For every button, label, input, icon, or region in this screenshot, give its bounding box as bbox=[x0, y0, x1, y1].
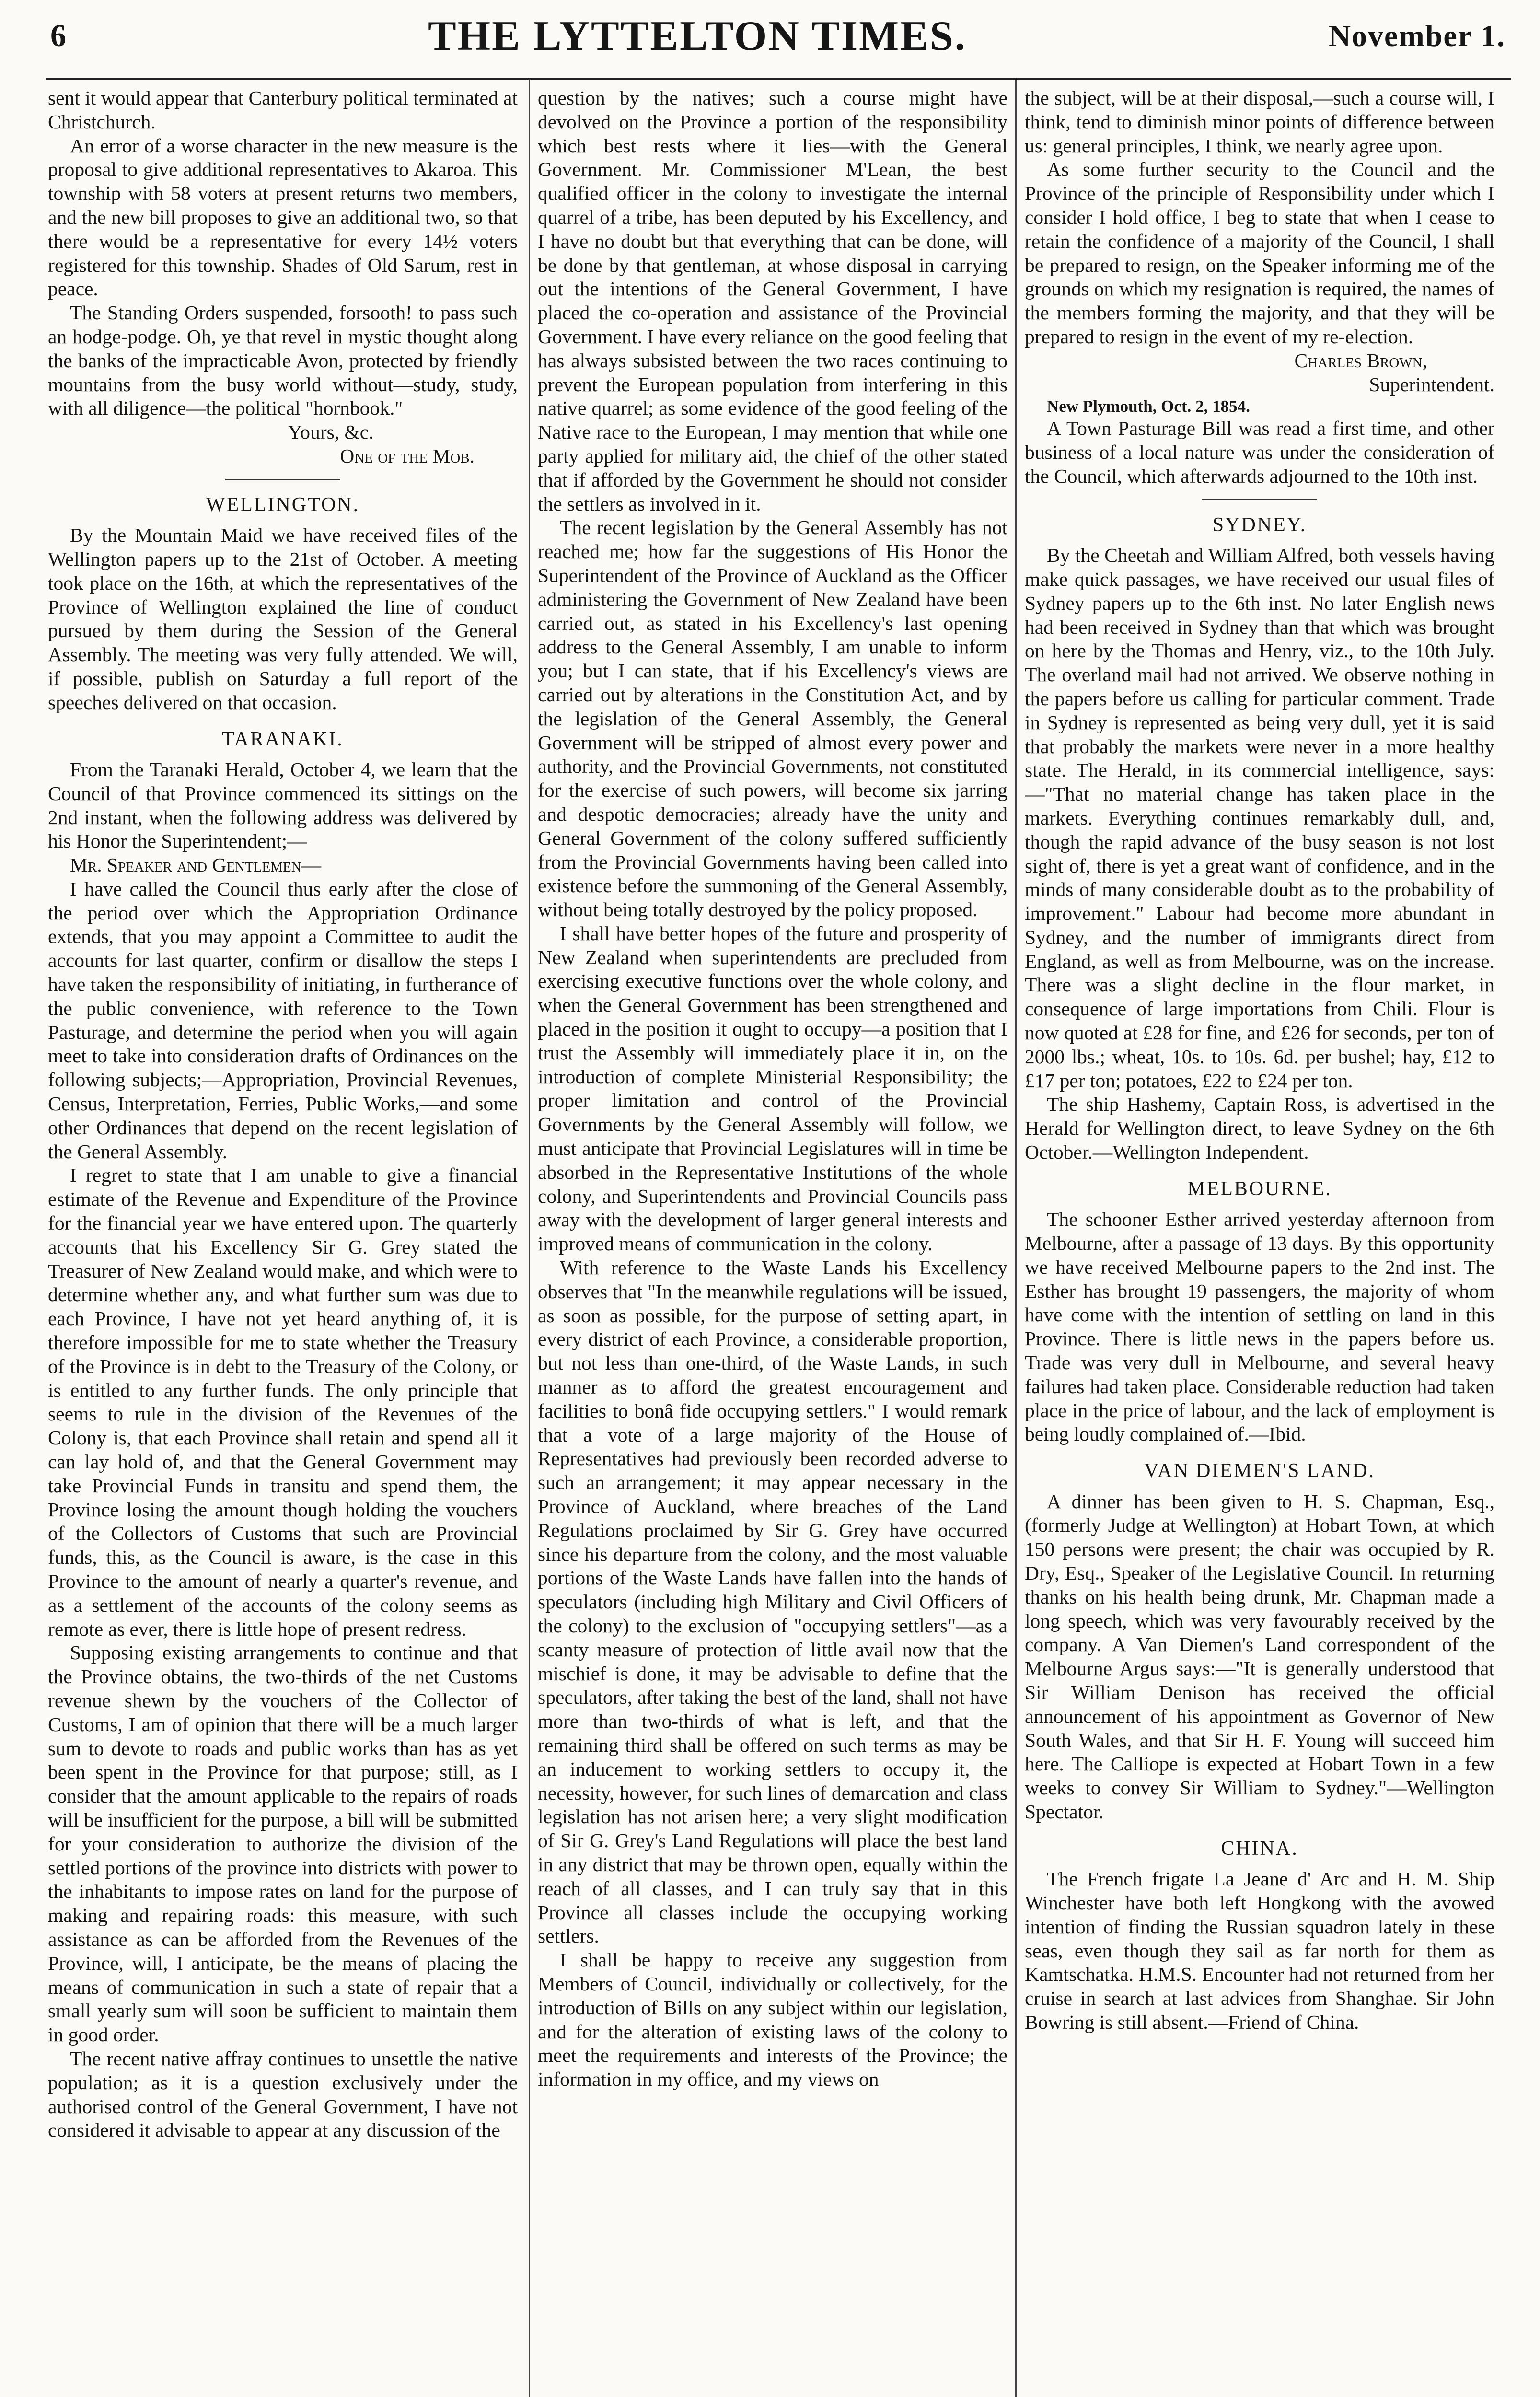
paragraph: the subject, will be at their disposal,—such a course will, I think, tend to diminish minor points of difference between us: general principles, I think, we nearly agree upon. bbox=[1025, 87, 1494, 157]
paragraph: An error of a worse character in the new measure is the proposal to give additional representatives to Akaroa. This township with 58 voters at present returns two members, and the new bill proposes to give an additional two, so that there would be a representative for every 14½ voters registered for this township. Shades of Old Sarum, rest in peace. bbox=[48, 134, 518, 300]
section-separator bbox=[1202, 499, 1317, 500]
paragraph: The recent native affray continues to unsettle the native population; as it is a question exclusively under the authorised control of the General Government, I have not considered it advisable to appear at any discussion of the bbox=[48, 2047, 518, 2141]
page-number: 6 bbox=[50, 18, 66, 53]
address-salutation: Mr. Speaker and Gentlemen— bbox=[70, 854, 322, 876]
column-divider bbox=[529, 80, 530, 2397]
paragraph: A Town Pasturage Bill was read a first time, and other business of a local nature was under the consideration of the Council, which afterwards adjourned to the 10th inst. bbox=[1025, 417, 1494, 487]
paragraph: As some further security to the Council and the Province of the principle of Responsibility under which I consider I hold office, I beg to state that when I cease to retain the confidence of a majority of the Council, I shall be prepared to resign, on the Speaker informing me of the grounds on which my resignation is required, the names of the members forming the majority, and that they will be prepared to resign in the event of my re-election. bbox=[1025, 158, 1494, 348]
signature-name: Charles Brown, bbox=[1294, 349, 1427, 372]
paragraph: sent it would appear that Canterbury political terminated at Christchurch. bbox=[48, 87, 518, 133]
paragraph: The ship Hashemy, Captain Ross, is advertised in the Herald for Wellington direct, to leave Sydney on the 6th October.—Wellington Independent. bbox=[1025, 1093, 1494, 1164]
section-heading-taranaki: TARANAKI. bbox=[222, 728, 344, 750]
column-2 bbox=[538, 86, 1007, 2397]
letter-closing: Yours, &c. bbox=[288, 421, 374, 443]
paragraph: I regret to state that I am unable to give a financial estimate of the Revenue and Expenditure of the Province for the financial year we have entered upon. The quarterly accounts that his Excellency Sir G. Grey stated the Treasurer of New Zealand would make, and which were to determine whether any, and what further sum was due to each Province, I have not yet heard anything of, it is therefore impossible for me to state whether the Treasury of the Province is in debt to the Treasury of the Colony, or is entitled to any further funds. The only principle that seems to rule in the division of the Revenues of the Colony is, that each Province shall retain and spend all it can lay hold of, and that the General Government may take Provincial Funds in transitu and spend them, the Province losing the amount though holding the vouchers of the Collectors of Customs that such are Provincial funds, this, as the Council is aware, is the case in this Province to the amount of nearly a quarter's revenue, and as a settlement of the accounts of the colony seems as remote as ever, there is little hope of present redress. bbox=[48, 1164, 518, 1640]
column-divider bbox=[1015, 80, 1017, 2397]
masthead-title: THE LYTTELTON TIMES. bbox=[428, 12, 967, 59]
paragraph: A dinner has been given to H. S. Chapman, Esq., (formerly Judge at Wellington) at Hobart Town, at which 150 persons were present; the chair was occupied by R. Dry, Esq., Speaker of the Legislative Council. In returning thanks on his health being drunk, Mr. Chapman made a long speech, which was very favourably received by the company. A Van Diemen's Land correspondent of the Melbourne Argus says:—"It is generally understood that Sir William Denison has received the official announcement of his appointment as Governor of New South Wales, and that Sir H. F. Young will succeed him here. The Calliope is expected at Hobart Town in a few weeks to convey Sir William to Sydney."—Wellington Spectator. bbox=[1025, 1490, 1494, 1823]
paragraph: The French frigate La Jeane d' Arc and H. M. Ship Winchester have both left Hongkong with the avowed intention of finding the Russian squadron lately in these seas, even though they sail as far north for them as Kamtschatka. H.M.S. Encounter had not returned from her cruise in search at last advices from Shanghae. Sir John Bowring is still absent.—Friend of China. bbox=[1025, 1868, 1494, 2033]
section-heading-wellington: WELLINGTON. bbox=[206, 493, 360, 516]
paragraph: With reference to the Waste Lands his Excellency observes that "In the meanwhile regulations will be issued, as soon as possible, for the purpose of setting apart, in every district of each Province, a considerable proportion, but not less than one-third, of the Waste Lands, in such manner as to afford the greatest encouragement and facilities to bonâ fide occupying settlers." I would remark that a vote of a large majority of the House of Representatives had previously been recorded adverse to such an arrangement; it may appear necessary in the Province of Auckland, where breaches of the Land Regulations proclaimed by Sir G. Grey have occurred since his departure from the colony, and the most valuable portions of the Waste Lands have fallen into the hands of speculators (including high Military and Civil Officers of the colony) to the exclusion of "occupying settlers"—as a scanty measure of protection of little avail now that the mischief is done, it may be advisable to define that the speculators, after taking the best of the land, shall not have more than two-thirds of what is left, and that the remaining third shall be offered on such terms as may be an inducement to working settlers to occupy it, the necessity, however, for such lines of demarcation and class legislation has not arisen here; a very slight modification of Sir G. Grey's Land Regulations will place the best land in any district that may be thrown open, equally within the reach of all classes, and I can truly say that in this Province all classes include the occupying working settlers. bbox=[538, 1257, 1007, 1947]
paragraph: By the Mountain Maid we have received files of the Wellington papers up to the 21st of October. A meeting took place on the 16th, at which the representatives of the Province of Wellington explained the line of conduct pursued by them during the Session of the General Assembly. The meeting was very fully attended. We will, if possible, publish on Saturday a full report of the speeches delivered on that occasion. bbox=[48, 524, 518, 713]
paragraph: I shall have better hopes of the future and prosperity of New Zealand when superintendents are precluded from exercising executive functions over the whole colony, and when the General Government has been strengthened and placed in the position it ought to occupy—a position that I trust the Assembly will immediately place it in, on the introduction of complete Ministerial Responsibility; the proper limitation and control of the Provincial Governments by the General Assembly will follow, we must anticipate that Provincial Legislatures will in time be absorbed in the Representative Institutions of the whole colony, and Superintendents and Provincial Councils pass away with the development of larger general interests and improved means of communication in the colony. bbox=[538, 922, 1007, 1255]
paragraph: I shall be happy to receive any suggestion from Members of Council, individually or collectively, for the introduction of Bills on any subject within our legislation, and for the alteration of existing laws of the colony to meet the requirements and interests of the Province; the information in my office, and my views on bbox=[538, 1949, 1007, 2091]
section-heading-sydney: SYDNEY. bbox=[1212, 513, 1307, 536]
paragraph: I have called the Council thus early after the close of the period over which the Appropriation Ordinance extends, that you may appoint a Committee to audit the accounts for last quarter, confirm or disallow the steps I have taken the responsibility of initiating, in furtherance of the public convenience, with reference to the Town Pasturage, and determine the period when you will again meet to take into consideration drafts of Ordinances on the following subjects;—Appropriation, Provincial Revenues, Census, Interpretation, Ferries, Public Works,—and some other Ordinances that depend on the recent legislation of the General Assembly. bbox=[48, 877, 518, 1163]
paragraph: Supposing existing arrangements to continue and that the Province obtains, the two-thirds of the net Customs revenue shewn by the vouchers of the Collector of Customs, I am of opinion that there will be a much larger sum to devote to roads and public works than has as yet been spent in the Province for that purpose; still, as I consider that the amount applicable to the repairs of roads will be insufficient for the purpose, a bill will be submitted for your consideration to authorize the division of the settled portions of the province into districts with power to the inhabitants to impose rates on land for the purpose of making and repairing roads: this measure, with such assistance as can be afforded from the Revenues of the Province, will, I anticipate, be the means of placing the means of communication in such a state of repair that a small yearly sum will soon be sufficient to maintain them in good order. bbox=[48, 1641, 518, 2046]
column-1 bbox=[48, 86, 518, 2397]
paragraph: The recent legislation by the General Assembly has not reached me; how far the suggestions of His Honor the Superintendent of the Province of Auckland as the Officer administering the Government of New Zealand have been carried out, as stated in his Excellency's last opening address to the General Assembly, I am unable to inform you; but I can state, that if his Excellency's views are carried out by alterations in the Constitution Act, and by the legislation of the General Assembly, the General Government will be stripped of almost every power and authority, and the Provincial Governments, not constituted for the exercise of such powers, will become six jarring and despotic democracies; already have the unity and General Government of the colony suffered sufficiently from the Provincial Governments having been called into existence before the summoning of the General Assembly, without being totally destroyed by the policy proposed. bbox=[538, 516, 1007, 921]
paragraph: The schooner Esther arrived yesterday afternoon from Melbourne, after a passage of 13 days. By this opportunity we have received Melbourne papers to the 2nd inst. The Esther has brought 19 passengers, the majority of whom have come with the intention of settling on land in this Province. There is little news in the papers before us. Trade was very dull in Melbourne, and several heavy failures had taken place. Considerable reduction had taken place in the price of labour, and the lack of employment is being loudly complained of.—Ibid. bbox=[1025, 1208, 1494, 1445]
section-heading-china: CHINA. bbox=[1221, 1837, 1298, 1860]
dateline: New Plymouth, Oct. 2, 1854. bbox=[1047, 397, 1250, 416]
signature-title: Superintendent. bbox=[1369, 373, 1494, 396]
issue-date: November 1. bbox=[1328, 19, 1505, 53]
paragraph: From the Taranaki Herald, October 4, we learn that the Council of that Province commenced its sittings on the 2nd instant, when the following address was delivered by his Honor the Superintendent;— bbox=[48, 758, 518, 852]
section-heading-melbourne: MELBOURNE. bbox=[1187, 1177, 1332, 1200]
letter-signature: One of the Mob. bbox=[340, 444, 475, 467]
paragraph: question by the natives; such a course might have devolved on the Province a portion of the responsibility which best rests where it lies—with the General Government. Mr. Commissioner M'Lean, the best qualified officer in the colony to investigate the internal quarrel of a tribe, has been deputed by his Excellency, and I have no doubt but that everything that can be done, will be done by that gentleman, at whose disposal in carrying out the intentions of the General Government, I have placed the co-operation and assistance of the Provincial Government. I have every reliance on the good feeling that has always subsisted between the two races continuing to prevent the European population from interfering in this native quarrel; as some evidence of the good feeling of the Native race to the European, I may mention that while one party applied for military aid, the chief of the other stated that if afforded by the Government he should not consider the settlers as involved in it. bbox=[538, 87, 1007, 515]
section-heading-van-diemens-land: VAN DIEMEN'S LAND. bbox=[1144, 1460, 1375, 1482]
paragraph: By the Cheetah and William Alfred, both vessels having make quick passages, we have received our usual files of Sydney papers up to the 6th inst. No later English news had been received in Sydney than that which was brought on here by the Thomas and Henry, viz., to the 10th July. The overland mail had not arrived. We observe nothing in the papers before us calling for particular comment. Trade in Sydney is represented as being very dull, yet it is said that probably the markets were never in a more healthy state. The Herald, in its commercial intelligence, says:—"That no material change has taken place in the markets. Everything continues remarkably dull, and, though the rapid advance of the busy season is not lost sight of, there is yet a great want of confidence, and in the minds of many considerable doubt as to the probability of improvement." Labour had become more abundant in Sydney, and the number of immigrants direct from England, as well as from Melbourne, was on the increase. There was a slight decline in the flour market, in consequence of large importations from Chili. Flour is now quoted at £28 for fine, and £26 for seconds, per ton of 2000 lbs.; wheat, 10s. to 10s. 6d. per bushel; hay, £12 to £17 per ton; potatoes, £22 to £24 per ton. bbox=[1025, 544, 1494, 1092]
paragraph: The Standing Orders suspended, forsooth! to pass such an hodge-podge. Oh, ye that revel in mystic thought along the banks of the impracticable Avon, protected by friendly mountains from the busy world without—study, study, with all diligence—the political "hornbook." bbox=[48, 302, 518, 419]
header-rule bbox=[46, 78, 1511, 80]
section-separator bbox=[225, 479, 340, 480]
page-header bbox=[0, 0, 1540, 72]
column-3 bbox=[1025, 86, 1494, 2397]
